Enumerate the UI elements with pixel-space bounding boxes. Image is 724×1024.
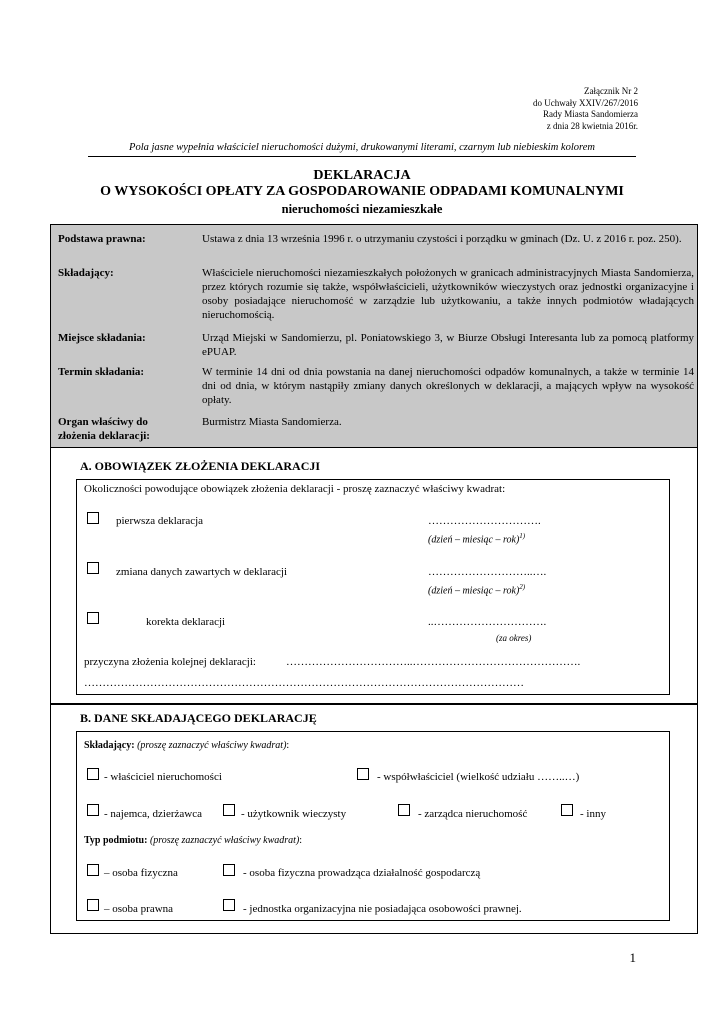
tenant-label: - najemca, dzierżawca (104, 808, 203, 820)
divider (88, 156, 636, 157)
annex-line: z dnia 28 kwietnia 2016r. (546, 120, 638, 131)
section-b-title: B. DANE SKŁADAJĄCEGO DEKLARACJĘ (80, 711, 317, 725)
authority-label-line: Organ właściwy do (58, 416, 148, 428)
change-declaration-checkbox[interactable] (87, 562, 99, 574)
perpetual-user-label: - użytkownik wieczysty (241, 808, 347, 820)
footnote-ref: 2) (519, 583, 526, 591)
coowner-label: - współwłaściciel (wielkość udziału ……..…) (377, 771, 580, 783)
submitter-type-label (84, 740, 289, 751)
submitter-type-hint: (proszę zaznaczyć właściwy kwadrat) (137, 740, 287, 751)
legal-basis-text: Ustawa z dnia 13 września 1996 r. o utrzymaniu czystości i porządku w gminach (Dz. U. z 2016 r. poz. 250). (202, 233, 682, 245)
submitter-type-colon: : (286, 740, 290, 751)
section-a-prompt: Okoliczności powodujące obowiązek złożenia deklaracji - proszę zaznaczyć właściwy kwadrat: (84, 483, 506, 495)
date-hint-text: (dzień – miesiąc – rok) (428, 585, 520, 597)
annex-line: do Uchwały XXIV/267/2016 (533, 97, 638, 108)
submitter-label: Składający: (58, 267, 114, 279)
manager-checkbox[interactable] (398, 804, 410, 816)
doc-scope: nieruchomości niezamieszkałe (281, 202, 443, 216)
date-hint-text: (dzień – miesiąc – rok) (428, 534, 520, 546)
coowner-checkbox[interactable] (357, 768, 369, 780)
org-unit-label: - jednostka organizacyjna nie posiadająca osobowości prawnej. (243, 903, 522, 915)
tenant-checkbox[interactable] (87, 804, 99, 816)
authority-label (58, 415, 150, 443)
other-checkbox[interactable] (561, 804, 573, 816)
place-text: Urząd Miejski w Sandomierzu, pl. Poniatowskiego 3, w Biurze Obsługi Interesanta lub za pomocą platformy ePUAP. (202, 332, 694, 358)
fill-instruction: Pola jasne wypełnia właściciel nieruchomości dużymi, drukowanymi literami, czarnym lub niebieskim kolorem (129, 142, 595, 153)
doc-title: DEKLARACJA (313, 168, 411, 183)
footnote-ref: 1) (519, 532, 526, 540)
legal-person-label: – osoba prawna (104, 903, 174, 915)
owner-checkbox[interactable] (87, 768, 99, 780)
period-hint: (za okres) (496, 633, 532, 643)
reason-label: przyczyna złożenia kolejnej deklaracji: (84, 656, 256, 668)
natural-person-label: – osoba fizyczna (104, 867, 178, 879)
org-unit-checkbox[interactable] (223, 899, 235, 911)
owner-label: - właściciel nieruchomości (104, 771, 222, 783)
natural-person-checkbox[interactable] (87, 864, 99, 876)
manager-label: - zarządca nieruchomość (418, 808, 528, 820)
authority-label-line: złożenia deklaracji: (58, 430, 150, 442)
annex-line: Rady Miasta Sandomierza (543, 109, 638, 119)
correction-label: korekta deklaracji (146, 616, 226, 628)
business-person-checkbox[interactable] (223, 864, 235, 876)
other-label: - inny (580, 808, 606, 820)
doc-subtitle: O WYSOKOŚCI OPŁATY ZA GOSPODAROWANIE ODPADAMI KOMUNALNYMI (100, 184, 624, 199)
first-declaration-checkbox[interactable] (87, 512, 99, 524)
perpetual-user-checkbox[interactable] (223, 804, 235, 816)
change-declaration-label: zmiana danych zawartych w deklaracji (116, 566, 288, 578)
legal-basis-label: Podstawa prawna: (58, 233, 146, 245)
entity-type-colon: : (299, 835, 303, 846)
section-b-panel (76, 731, 670, 921)
deadline-label: Termin składania: (58, 366, 145, 378)
page-number: 1 (629, 950, 636, 965)
entity-type-hint: (proszę zaznaczyć właściwy kwadrat) (149, 835, 300, 846)
date-hint (428, 532, 525, 545)
annex-line: Załącznik Nr 2 (584, 86, 638, 96)
change-declaration-date-field[interactable]: ………………………..…. (428, 566, 547, 578)
first-declaration-label: pierwsza deklaracja (116, 515, 204, 527)
section-a-title: A. OBOWIĄZEK ZŁOŻENIA DEKLARACJI (80, 459, 321, 473)
deadline-text: W terminie 14 dni od dnia powstania na danej nieruchomości odpadów komunalnych, a także w terminie 14 dni od dnia, w którym nastąpiły zmiany danych określonych w deklaracji, a mających wpływ na wysokość opłaty. (202, 366, 694, 406)
reason-field-line2[interactable]: ………………………………………………………………………………………………………… (84, 677, 524, 689)
legal-person-checkbox[interactable] (87, 899, 99, 911)
entity-type-title: Typ podmiotu: (84, 835, 148, 846)
annex-note (533, 86, 638, 132)
authority-text: Burmistrz Miasta Sandomierza. (202, 416, 342, 428)
submitter-text: Właściciele nieruchomości niezamieszkałych położonych w granicach administracyjnych Miasta Sandomierza, przez których rozumie się także, współwłaścicieli, użytkowników wieczystych oraz jednostki organizacyjne i osoby posiadające nieruchomość w zarządzie lub użytkowaniu, a także innych podmiotów władających nieruchomością. (202, 267, 694, 321)
reason-field[interactable]: ……………………………..………………………………………. (286, 656, 581, 668)
place-label: Miejsce składania: (58, 332, 146, 344)
submitter-type-title: Składający: (84, 740, 135, 751)
business-person-label: - osoba fizyczna prowadząca działalność gospodarczą (243, 867, 481, 879)
correction-checkbox[interactable] (87, 612, 99, 624)
correction-period-field[interactable]: ..…………………………. (428, 616, 547, 628)
entity-type-label (84, 835, 302, 846)
date-hint (428, 583, 525, 596)
first-declaration-date-field[interactable]: …………………………. (428, 515, 541, 527)
